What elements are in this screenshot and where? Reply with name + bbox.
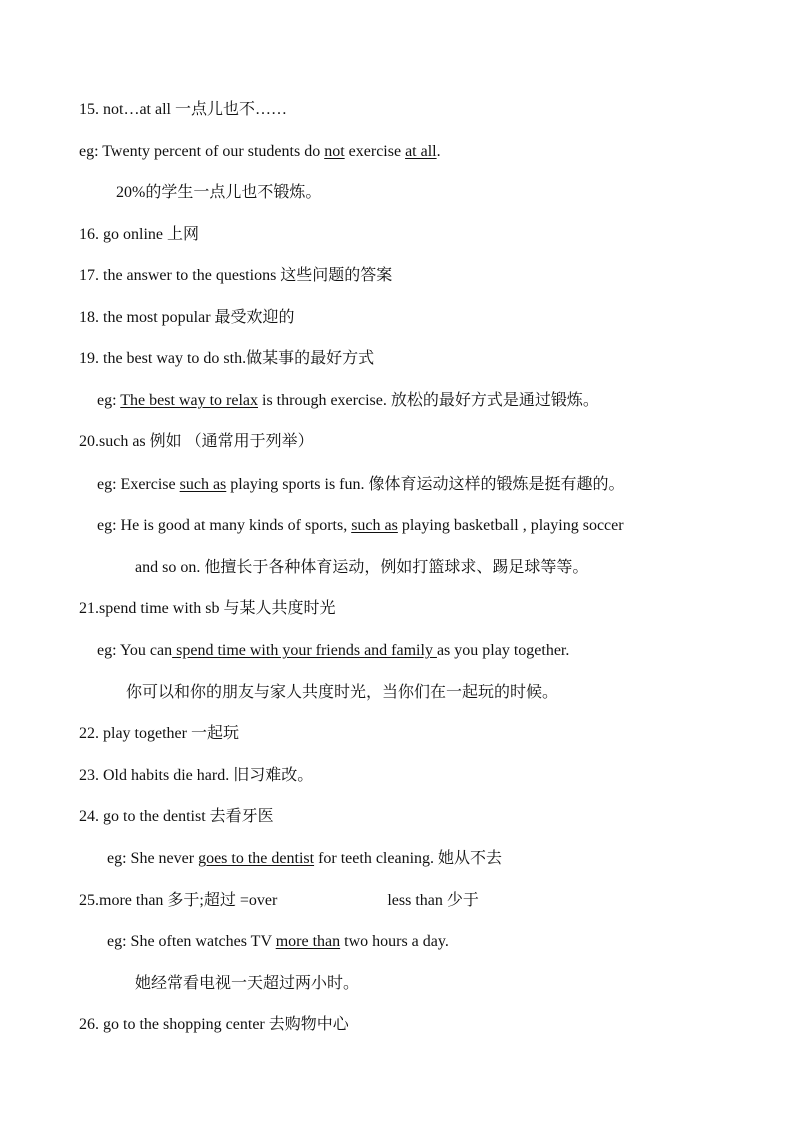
entry-24-example: [107, 849, 502, 869]
example-text: eg: Exercise: [97, 476, 180, 493]
underlined-phrase: The best way to relax: [120, 392, 258, 409]
entry-16-text: 16. go online 上网: [79, 226, 199, 243]
entry-22-text: 22. play together 一起玩: [79, 725, 239, 742]
example-text: .: [436, 143, 441, 160]
example-text: eg: Twenty percent of our students do: [79, 143, 325, 160]
entry-19: [79, 349, 374, 369]
entry-15-text: 15. not…at all 一点儿也不……: [79, 101, 287, 118]
entry-21: [79, 599, 335, 619]
underlined-phrase: goes to the dentist: [198, 850, 315, 867]
example-text: eg: She often watches TV: [107, 933, 276, 950]
entry-25-example: [107, 932, 449, 952]
entry-19-text: 19. the best way to do sth.做某事的最好方式: [79, 350, 375, 367]
example-text: and so on. 他擅长于各种体育运动，例如打篮球求、踢足球等等。: [135, 559, 589, 576]
example-text: as you play together.: [436, 642, 570, 659]
example-text: exercise: [344, 143, 406, 160]
underlined-phrase: not: [324, 143, 345, 160]
entry-17: [79, 266, 392, 286]
entry-15: [79, 100, 287, 120]
underlined-phrase: more than: [275, 933, 341, 950]
example-text: eg:: [97, 392, 121, 409]
example-text: eg: She never: [107, 850, 199, 867]
entry-24: [79, 807, 274, 827]
entry-17-text: 17. the answer to the questions 这些问题的答案: [79, 267, 393, 284]
entry-26-text: 26. go to the shopping center 去购物中心: [79, 1016, 349, 1033]
translation-text: 她经常看电视一天超过两小时。: [135, 975, 360, 992]
entry-18-text: 18. the most popular 最受欢迎的: [79, 309, 295, 326]
entry-18: [79, 308, 295, 328]
entry-22: [79, 724, 239, 744]
entry-26: [79, 1015, 349, 1035]
translation-text: 20%的学生一点儿也不锻炼。: [116, 184, 322, 201]
example-text: eg: You can: [97, 642, 173, 659]
entry-19-example: [97, 391, 599, 411]
entry-15-translation: [116, 183, 321, 203]
entry-20: [79, 432, 314, 452]
entry-23-text: 23. Old habits die hard. 旧习难改。: [79, 767, 314, 784]
entry-23: [79, 766, 313, 786]
example-text: for teeth cleaning. 她从不去: [314, 850, 503, 867]
entry-25-antonym: less than 少于: [387, 892, 479, 909]
underlined-phrase: such as: [179, 476, 227, 493]
example-text: playing basketball , playing soccer: [397, 517, 624, 534]
entry-20-text: 20.such as 例如 （通常用于列举）: [79, 433, 314, 450]
underlined-phrase: such as: [351, 517, 398, 534]
entry-20-example-1: [97, 475, 625, 495]
entry-20-example-2-continued: [135, 558, 588, 578]
underlined-phrase: at all: [405, 143, 437, 160]
translation-text: 你可以和你的朋友与家人共度时光，当你们在一起玩的时候。: [126, 684, 559, 701]
entry-16: [79, 225, 199, 245]
example-text: playing sports is fun. 像体育运动这样的锻炼是挺有趣的。: [226, 476, 625, 493]
entry-15-example: [79, 142, 441, 162]
example-text: eg: He is good at many kinds of sports,: [97, 517, 352, 534]
example-text: is through exercise. 放松的最好方式是通过锻炼。: [258, 392, 599, 409]
underlined-phrase: spend time with your friends and family: [172, 642, 437, 659]
entry-20-example-2: [97, 516, 624, 536]
entry-21-translation: [126, 683, 558, 703]
entry-24-text: 24. go to the dentist 去看牙医: [79, 808, 274, 825]
entry-21-text: 21.spend time with sb 与某人共度时光: [79, 600, 336, 617]
entry-25-text: 25.more than 多于;超过 =over: [79, 892, 278, 909]
entry-25-translation: [135, 974, 359, 994]
example-text: two hours a day.: [340, 933, 449, 950]
entry-21-example: [97, 641, 569, 661]
entry-25: [79, 891, 479, 911]
